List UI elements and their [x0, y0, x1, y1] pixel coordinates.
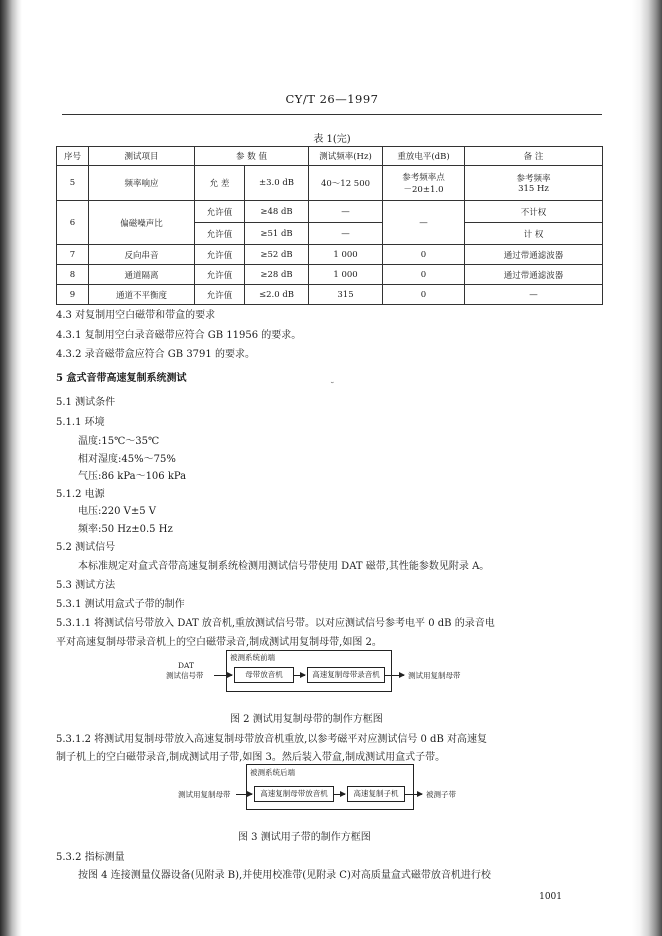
cell-param-label: 允 差	[195, 166, 245, 201]
cell-level-top: 参考频率点	[402, 173, 445, 183]
figure3-arrow-mid	[333, 794, 345, 795]
figure3-arrow-out	[404, 794, 422, 795]
figure3-input-label: 测试用复制母带	[178, 790, 231, 799]
section-4-3-1: 4.3.1 复制用空白录音磁带应符合 GB 11956 的要求。	[56, 330, 302, 341]
cell-no: 5	[57, 166, 89, 201]
figure2-box-master-player: 母带放音机	[234, 667, 294, 683]
scan-edge-right	[632, 0, 662, 936]
scan-edge-left	[0, 0, 22, 936]
figure2-caption: 图 2 测试用复制母带的制作方框图	[230, 714, 383, 725]
cell-item: 通道隔离	[89, 265, 195, 285]
section-5-3-1-2-line2: 制子机上的空白磁带录音,制成测试用子带,如图 3。然后装入带盒,制成测试用盒式子带。	[56, 752, 446, 763]
figure3-frame-label: 被测系统后端	[250, 768, 295, 777]
figure2-output-label: 测试用复制母带	[408, 671, 461, 680]
table-row	[57, 265, 603, 285]
spec-table	[56, 146, 603, 305]
figure2-arrow-mid	[293, 675, 305, 676]
section-5-heading: 5 盒式音带高速复制系统测试	[56, 373, 187, 384]
cell-level: 0	[383, 245, 465, 265]
cell-note: 通过带通滤波器	[465, 245, 603, 265]
cell-param-value: ≥48 dB	[245, 201, 309, 223]
cell-freq: —	[309, 201, 383, 223]
cell-freq: —	[309, 223, 383, 245]
header-note: 备 注	[465, 147, 603, 166]
condition-humidity: 相对湿度:45%～75%	[78, 454, 176, 465]
cell-param-label: 允许值	[195, 223, 245, 245]
section-5-1-1: 5.1.1 环境	[56, 417, 105, 428]
cell-level	[383, 166, 465, 201]
cell-item: 通道不平衡度	[89, 285, 195, 305]
cell-note: 计 权	[465, 223, 603, 245]
figure2-input-label: 测试信号带	[166, 671, 204, 680]
section-5-3-2-text: 按图 4 连接测量仪器设备(见附录 B),并使用校准带(见附录 C)对高质量盒式磁带放音机进行校	[78, 870, 491, 881]
section-5-2: 5.2 测试信号	[56, 542, 116, 553]
table-row	[57, 166, 603, 201]
cell-freq: 1 000	[309, 245, 383, 265]
header-params: 参 数 值	[195, 147, 309, 166]
cell-freq: 315	[309, 285, 383, 305]
table-caption: 表 1(完)	[313, 134, 351, 145]
figure3-output-label: 被测子带	[426, 790, 456, 799]
page-number: 1001	[539, 892, 562, 902]
cell-no: 6	[57, 201, 89, 245]
table-row	[57, 245, 603, 265]
figure3-caption: 图 3 测试用子带的制作方框图	[238, 832, 371, 843]
figure2-box-master-recorder: 高速复制母带录音机	[307, 667, 385, 683]
cell-item: 偏磁噪声比	[89, 201, 195, 245]
cell-param-value: ≥52 dB	[245, 245, 309, 265]
cell-item: 频率响应	[89, 166, 195, 201]
section-5-3-1-1-line2: 平对高速复制母带录音机上的空白磁带录音,制成测试用复制母带,如图 2。	[56, 637, 382, 648]
condition-temperature: 温度:15℃～35℃	[78, 436, 160, 447]
header-item: 测试项目	[89, 147, 195, 166]
cell-level: —	[383, 201, 465, 245]
cell-level: 0	[383, 265, 465, 285]
cell-param-label: 允许值	[195, 285, 245, 305]
section-5-3-1: 5.3.1 测试用盒式子带的制作	[56, 599, 185, 610]
cell-param-label: 允许值	[195, 265, 245, 285]
cell-level-bottom: －20±1.0	[403, 185, 444, 195]
section-5-3-2: 5.3.2 指标测量	[56, 852, 125, 863]
figure2-arrow-out	[384, 675, 404, 676]
cell-param-value: ±3.0 dB	[245, 166, 309, 201]
condition-pressure: 气压:86 kPa～106 kPa	[78, 471, 187, 482]
figure2-frame-label: 被测系统前端	[230, 653, 275, 662]
cell-note: 通过带通滤波器	[465, 265, 603, 285]
header-level: 重放电平(dB)	[383, 147, 465, 166]
figure2-input-label-dat: DAT	[178, 661, 195, 670]
scan-mark: ˘	[330, 382, 335, 392]
cell-note-top: 参考频率	[516, 174, 551, 184]
section-5-1-2: 5.1.2 电源	[56, 489, 105, 500]
cell-param-label: 允许值	[195, 245, 245, 265]
table-row	[57, 201, 603, 223]
table-row	[57, 285, 603, 305]
cell-note: —	[465, 285, 603, 305]
cell-no: 8	[57, 265, 89, 285]
cell-freq: 40～12 500	[309, 166, 383, 201]
section-5-3: 5.3 测试方法	[56, 580, 116, 591]
power-voltage: 电压:220 V±5 V	[78, 506, 156, 517]
figure3-box-master-player: 高速复制母带放音机	[254, 786, 334, 802]
cell-freq: 1 000	[309, 265, 383, 285]
section-4-3-2: 4.3.2 录音磁带盒应符合 GB 3791 的要求。	[56, 349, 255, 360]
section-5-1: 5.1 测试条件	[56, 397, 116, 408]
section-4-3: 4.3 对复制用空白磁带和带盒的要求	[56, 310, 216, 321]
header-no: 序号	[57, 147, 89, 166]
cell-item: 反向串音	[89, 245, 195, 265]
section-5-3-1-2-line1: 5.3.1.2 将测试用复制母带放入高速复制母带放音机重放,以参考磁平对应测试信号 0 dB 对高速复	[56, 734, 487, 745]
cell-note-bottom: 315 Hz	[518, 184, 549, 194]
cell-param-value: ≥28 dB	[245, 265, 309, 285]
cell-note: 不计权	[465, 201, 603, 223]
figure3-arrow-in	[236, 794, 252, 795]
header-rule	[62, 114, 602, 115]
cell-level: 0	[383, 285, 465, 305]
cell-no: 9	[57, 285, 89, 305]
figure3-box-copy-slave: 高速复制子机	[347, 786, 405, 802]
section-5-3-1-1-line1: 5.3.1.1 将测试信号带放入 DAT 放音机,重放测试信号带。以对应测试信号参考电平 0 dB 的录音电	[56, 618, 495, 629]
cell-param-label: 允许值	[195, 201, 245, 223]
cell-note	[465, 166, 603, 201]
standard-code-header: CY/T 26—1997	[285, 92, 379, 106]
figure2-arrow-in	[214, 675, 232, 676]
power-frequency: 频率:50 Hz±0.5 Hz	[78, 524, 173, 535]
section-5-2-text: 本标准规定对盒式音带高速复制系统检测用测试信号带使用 DAT 磁带,其性能参数见附录 A。	[78, 561, 490, 572]
table-header-row	[57, 147, 603, 166]
cell-no: 7	[57, 245, 89, 265]
header-freq: 测试频率(Hz)	[309, 147, 383, 166]
cell-param-value: ≥51 dB	[245, 223, 309, 245]
cell-param-value: ≤2.0 dB	[245, 285, 309, 305]
